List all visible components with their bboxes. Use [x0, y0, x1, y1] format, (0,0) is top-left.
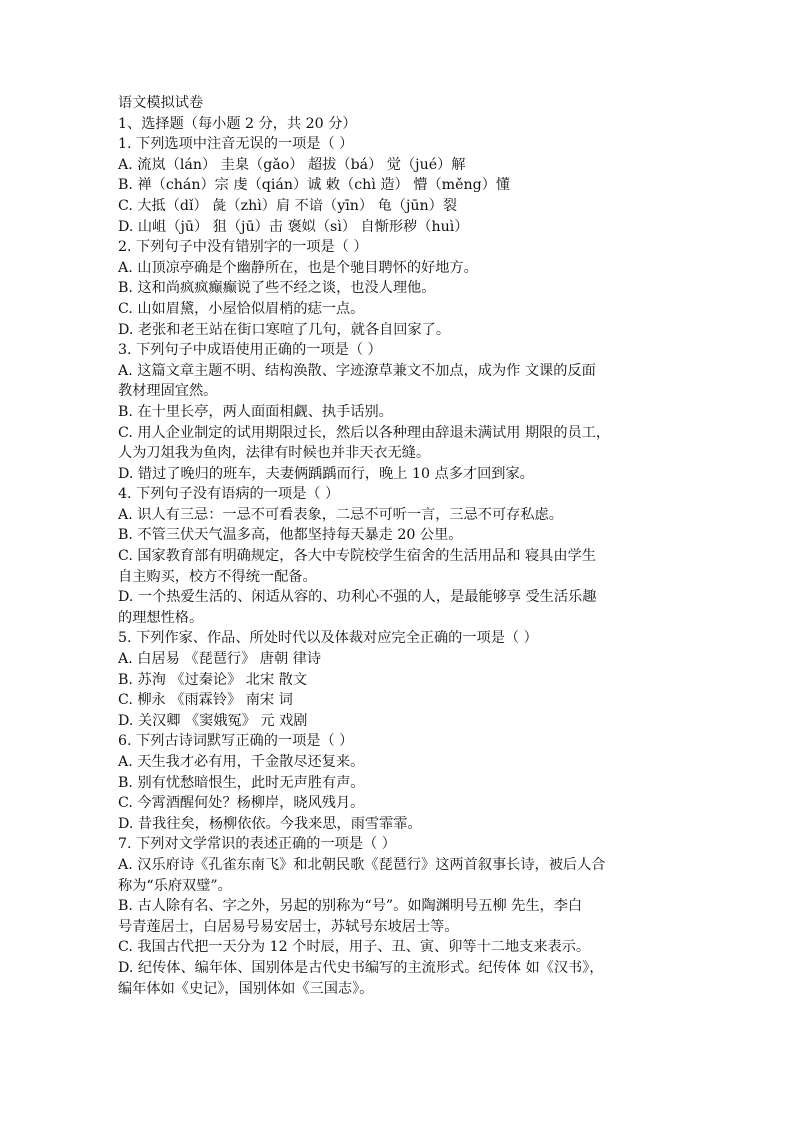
question-7-option-b: B. 古人除有名、字之外，另起的别称为“号”。如陶渊明号五柳 先生，李白 — [118, 898, 583, 915]
question-3-option-a-cont: 教材理固宜然。 — [118, 383, 218, 400]
question-2-option-d: D. 老张和老王站在街口寒喧了几句，就各自回家了。 — [118, 321, 451, 338]
question-4-option-c-cont: 自主购买，校方不得统一配备。 — [118, 568, 317, 585]
question-7-option-d-cont: 编年体如《史记》，国别体如《三国志》。 — [118, 980, 374, 997]
question-1-stem: 1. 下列选项中注音无误的一项是（ ） — [118, 136, 354, 153]
question-4-option-d: D. 一个热爱生活的、闲适从容的、功利心不强的人，是最能够享 受生活乐趣 — [118, 589, 597, 606]
question-1-option-c: C. 大抵（dǐ） 彘（zhì）肩 不谙（yīn） 龟（jūn）裂 — [118, 197, 458, 214]
question-7-option-d: D. 纪传体、编年体、国别体是古代史书编写的主流形式。纪传体 如《汉书》， — [118, 959, 604, 976]
question-3-option-b: B. 在十里长亭，两人面面相觑、执手话别。 — [118, 403, 393, 420]
question-1-option-d: D. 山岨（jū） 狙（jū）击 褒姒（sì） 自惭形秽（huì） — [118, 218, 469, 235]
question-6-stem: 6. 下列古诗词默写正确的一项是（ ） — [118, 733, 354, 750]
question-1-option-a: A. 流岚（lán） 圭臬（gǎo） 超拔（bá） 觉（jué）解 — [118, 156, 466, 173]
question-5-option-c: C. 柳永 《雨霖铃》 南宋 词 — [118, 692, 293, 709]
question-7-option-a-cont: 称为“乐府双璧”。 — [118, 877, 232, 894]
question-6-option-a: A. 天生我才必有用，千金散尽还复来。 — [118, 754, 365, 770]
question-6-option-c: C. 今霄酒醒何处？杨柳岸，晓风残月。 — [118, 795, 365, 812]
question-3-option-d: D. 错过了晚归的班车，夫妻俩踽踽而行，晚上 10 点多才回到家。 — [118, 465, 534, 482]
question-7-option-b-cont: 号青莲居士，白居易号易安居士，苏轼号东坡居士等。 — [118, 918, 459, 935]
question-7-option-a: A. 汉乐府诗《孔雀东南飞》和北朝民歌《琵琶行》这两首叙事长诗，被后人合 — [118, 856, 606, 873]
question-7-stem: 7. 下列对文学常识的表述正确的一项是（ ） — [118, 836, 396, 853]
question-2-option-a: A. 山顶凉亭确是个幽静所在，也是个驰目聘怀的好地方。 — [118, 259, 478, 276]
question-6-option-b: B. 别有忧愁暗恨生，此时无声胜有声。 — [118, 774, 365, 791]
question-4-stem: 4. 下列句子没有语病的一项是（ ） — [118, 486, 340, 503]
question-7-option-c: C. 我国古代把一天分为 12 个时辰，用子、丑、寅、卯等十二地支来表示。 — [118, 939, 591, 956]
question-4-option-a: A. 识人有三忌：一忌不可看表象，二忌不可听一言，三忌不可存私虑。 — [118, 506, 563, 523]
question-5-option-b: B. 苏洵 《过秦论》 北宋 散文 — [118, 671, 308, 688]
question-6-option-d: D. 昔我往矣，杨柳依依。今我来思，雨雪霏霏。 — [118, 815, 422, 832]
question-2-option-b: B. 这和尚疯疯癫癫说了些不经之谈，也没人理他。 — [118, 280, 436, 297]
question-5-option-a: A. 白居易 《琵琶行》 唐朝 律诗 — [118, 651, 322, 668]
exam-document — [118, 93, 690, 999]
question-5-option-d: D. 关汉卿 《窦娥冤》 元 戏剧 — [118, 712, 308, 729]
exam-title: 语文模拟试卷 — [118, 95, 204, 111]
question-2-option-c: C. 山如眉黛，小屋恰似眉梢的痣一点。 — [118, 300, 365, 317]
question-3-option-c: C. 用人企业制定的试用期限过长，然后以各种理由辞退未满试用 期限的员工， — [118, 424, 611, 441]
question-3-option-a: A. 这篇文章主题不明、结构涣散、字迹潦草兼文不加点，成为作 文课的反面 — [118, 362, 596, 379]
question-3-stem: 3. 下列句子中成语使用正确的一项是（ ） — [118, 342, 382, 359]
question-5-stem: 5. 下列作家、作品、所处时代以及体裁对应完全正确的一项是（ ） — [118, 630, 538, 647]
question-3-option-c-cont: 人为刀俎我为鱼肉，法律有时候也并非天衣无缝。 — [118, 445, 431, 462]
question-4-option-c: C. 国家教育部有明确规定，各大中专院校学生宿舍的生活用品和 寝具由学生 — [118, 548, 596, 565]
question-2-stem: 2. 下列句子中没有错别字的一项是（ ） — [118, 239, 368, 256]
section-heading: 1、选择题（每小题 2 分，共 20 分） — [118, 115, 357, 132]
question-4-option-d-cont: 的理想性格。 — [118, 609, 204, 626]
question-1-option-b: B. 禅（chán）宗 虔（qián）诚 敕（chì 造） 懵（měng）懂 — [118, 177, 511, 194]
question-4-option-b: B. 不管三伏天气温多高，他都坚持每天暴走 20 公里。 — [118, 527, 463, 544]
